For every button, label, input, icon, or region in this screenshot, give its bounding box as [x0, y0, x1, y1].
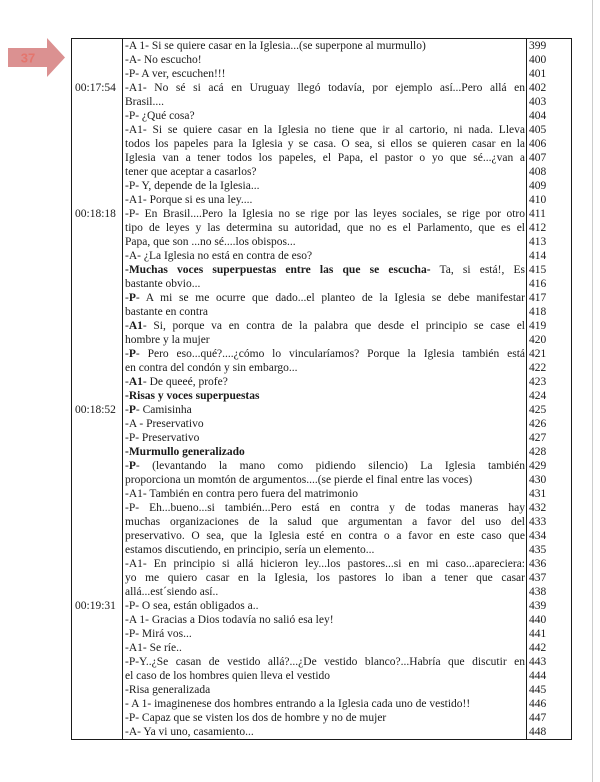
transcript-line [122, 207, 527, 221]
transcript-segment: -P- En Brasil....Pero la Iglesia no se rige por las leyes sociales, se rige por otro [125, 208, 525, 220]
transcript-row [72, 431, 571, 445]
timestamp-cell [72, 67, 122, 81]
transcript-line [122, 39, 527, 53]
transcript-line [122, 501, 527, 515]
transcript-line [122, 613, 527, 627]
timestamp-cell [72, 725, 122, 739]
transcript-line [122, 263, 527, 277]
transcript-line [122, 333, 527, 347]
line-number: 443 [529, 656, 547, 668]
transcript-segment: - A 1- imaginenese dos hombres entrando a la Iglesia cada uno de vestido!! [125, 698, 471, 710]
timestamp-cell [72, 641, 122, 655]
timestamp-cell [72, 151, 122, 165]
timestamp-cell [72, 697, 122, 711]
timestamp-cell [72, 221, 122, 235]
transcript-line [122, 291, 527, 305]
transcript-line [122, 221, 527, 235]
transcript-line [122, 445, 527, 459]
timestamp-cell [72, 445, 122, 459]
transcript-segment-bold: -Risas y voces superpuestas [125, 390, 260, 402]
timestamp-cell [72, 305, 122, 319]
line-number: 416 [529, 278, 547, 290]
transcript-segment: - [125, 292, 129, 304]
transcript-segment: Ta, si está!, Es [430, 264, 525, 276]
line-number: 411 [529, 208, 546, 220]
line-number: 415 [529, 264, 547, 276]
transcript-segment-bold: P [128, 404, 136, 416]
transcript-row [72, 165, 571, 179]
transcript-line [122, 235, 527, 249]
transcript-row [72, 123, 571, 137]
timestamp-cell [72, 39, 122, 53]
line-number: 434 [529, 530, 547, 542]
timestamp-cell [72, 235, 122, 249]
timestamp-cell [72, 375, 122, 389]
transcript-segment: estamos discutiendo, en principio, sería un elemento... [125, 544, 375, 556]
line-number: 414 [529, 250, 547, 262]
transcript-row [72, 95, 571, 109]
transcript-segment: todos los papeles para la Iglesia y se casa. O sea, si ellos se quieren casar en la [125, 138, 525, 150]
transcript-segment: -A1- No sé si acá en Uruguay llegó todavía, por ejemplo así...Pero allá en [125, 82, 525, 94]
line-number: 407 [529, 152, 547, 164]
timestamp-cell [72, 655, 122, 669]
transcript-row [72, 683, 571, 697]
transcript-row [72, 487, 571, 501]
timestamp-cell [72, 669, 122, 683]
transcript-row [72, 249, 571, 263]
transcript-segment: -A - Preservativo [125, 418, 204, 430]
line-number: 419 [529, 320, 547, 332]
transcript-row [72, 473, 571, 487]
line-number: 421 [529, 348, 547, 360]
transcript-line [122, 165, 527, 179]
page-edge-line [592, 0, 593, 782]
transcript-row [72, 305, 571, 319]
line-number: 433 [529, 516, 547, 528]
transcript-segment: -P- O sea, están obligados a.. [125, 600, 259, 612]
timestamp-cell [72, 249, 122, 263]
transcript-segment: yo me quiero casar en la Iglesia, los pastores lo iban a tener que casar [125, 572, 525, 584]
transcript-segment: - Pero eso...qué?....¿cómo lo vincularíamos? Porque la Iglesia también está [135, 348, 525, 360]
transcript-line [122, 151, 527, 165]
transcript-line [122, 95, 527, 109]
timestamp-cell [72, 557, 122, 571]
transcript-segment: - [125, 348, 129, 360]
transcript-row [72, 557, 571, 571]
line-number: 445 [529, 684, 547, 696]
transcript-row [72, 389, 571, 403]
line-number: 435 [529, 544, 547, 556]
line-number: 437 [529, 572, 547, 584]
line-number: 425 [529, 404, 547, 416]
transcript-line [122, 641, 527, 655]
timestamp-cell [72, 193, 122, 207]
line-number: 403 [529, 96, 547, 108]
transcript-row [72, 529, 571, 543]
comment-marker-arrow [8, 38, 65, 77]
transcript-row [72, 711, 571, 725]
transcript-row [72, 193, 571, 207]
timestamp-cell: 00:17:54 [75, 82, 116, 94]
line-number: 429 [529, 460, 547, 472]
transcript-line [122, 571, 527, 585]
transcript-line [122, 403, 527, 417]
transcript-segment: Brasil.... [125, 96, 164, 108]
transcript-line [122, 431, 527, 445]
transcript-segment: - Camisinha [135, 404, 192, 416]
line-number: 423 [529, 376, 547, 388]
comment-marker-number: 37 [20, 50, 36, 66]
transcript-segment: -A1- Porque si es una ley.... [125, 194, 253, 206]
timestamp-cell [72, 459, 122, 473]
transcript-line [122, 459, 527, 473]
line-number: 441 [529, 628, 547, 640]
transcript-row [72, 39, 571, 53]
transcript-segment: Papa, que son ...no sé....los obispos... [125, 236, 296, 248]
line-number: 432 [529, 502, 547, 514]
transcript-row [72, 207, 571, 221]
transcript-line [122, 669, 527, 683]
transcript-segment: -A- Ya vi uno, casamiento... [125, 726, 254, 738]
timestamp-cell [72, 165, 122, 179]
transcript-segment: Iglesia van a tener todos los papeles, el Papa, el pastor o yo que sé...¿van a [125, 152, 525, 164]
transcript-segment: -P- Mirá vos... [125, 628, 192, 640]
transcript-row [72, 543, 571, 557]
timestamp-cell [72, 123, 122, 137]
transcript-line [122, 557, 527, 571]
transcript-segment: -P- A ver, escuchen!!! [125, 68, 226, 80]
timestamp-cell [72, 417, 122, 431]
arrow-right-icon [8, 38, 65, 77]
transcript-line [122, 473, 527, 487]
transcript-line [122, 361, 527, 375]
transcript-segment: -P- Y, depende de la Iglesia... [125, 180, 260, 192]
line-number: 436 [529, 558, 547, 570]
transcript-segment-bold: P [128, 292, 136, 304]
timestamp-cell [72, 95, 122, 109]
line-number: 439 [529, 600, 547, 612]
transcript-line [122, 109, 527, 123]
line-number: 446 [529, 698, 547, 710]
transcript-row [72, 445, 571, 459]
line-number: 420 [529, 334, 547, 346]
line-number: 413 [529, 236, 547, 248]
transcript-row [72, 585, 571, 599]
transcript-row [72, 151, 571, 165]
transcript-segment: -P-Y..¿Se casan de vestido allá?...¿De vestido blanco?...Habría que discutir en [125, 656, 525, 668]
transcript-line [122, 193, 527, 207]
transcript-line [122, 683, 527, 697]
transcript-row [72, 655, 571, 669]
transcript-row [72, 277, 571, 291]
timestamp-cell [72, 291, 122, 305]
transcript-row [72, 137, 571, 151]
transcript-segment: -A 1- Gracias a Dios todavía no salió esa ley! [125, 614, 334, 626]
transcript-row [72, 291, 571, 305]
transcript-segment: -P- Preservativo [125, 432, 200, 444]
transcript-line [122, 529, 527, 543]
transcript-row [72, 53, 571, 67]
line-number: 401 [529, 68, 547, 80]
timestamp-cell [72, 277, 122, 291]
transcript-line [122, 53, 527, 67]
transcript-segment: - [125, 460, 129, 472]
transcript-segment: - [125, 320, 129, 332]
timestamp-cell [72, 627, 122, 641]
transcript-line [122, 515, 527, 529]
transcript-segment: hombre y la mujer [125, 334, 210, 346]
line-number: 400 [529, 54, 547, 66]
transcript-row [72, 417, 571, 431]
transcript-row [72, 613, 571, 627]
transcript-segment: - Si, porque va en contra de la palabra que desde el principio se case el [142, 320, 525, 332]
timestamp-cell [72, 501, 122, 515]
timestamp-cell [72, 263, 122, 277]
line-number: 447 [529, 712, 547, 724]
timestamp-cell [72, 333, 122, 347]
transcript-line [122, 347, 527, 361]
timestamp-cell [72, 431, 122, 445]
timestamp-cell [72, 571, 122, 585]
transcript-segment: - [125, 376, 129, 388]
transcript-segment: tipo de leyes y las determina su autoridad, que no es el Parlamento, que es el [125, 222, 525, 234]
transcript-segment: -Risa generalizada [125, 684, 211, 696]
transcript-line [122, 305, 527, 319]
transcript-line [122, 67, 527, 81]
transcript-line [122, 417, 527, 431]
transcript-row [72, 375, 571, 389]
transcript-segment: -A- ¿La Iglesia no está en contra de eso? [125, 250, 313, 262]
transcript-segment-bold: P [128, 460, 136, 472]
line-number: 418 [529, 306, 547, 318]
timestamp-cell: 00:18:52 [75, 404, 116, 416]
transcript-segment-bold: A1 [128, 376, 143, 388]
transcript-segment: muchas organizaciones de la salud que argumentan a favor del uso del [125, 516, 525, 528]
line-number: 426 [529, 418, 547, 430]
line-number: 424 [529, 390, 547, 402]
transcript-row [72, 221, 571, 235]
transcript-row [72, 81, 571, 95]
transcript-segment: -P- Eh...bueno...si también...Pero está en contra y de todas maneras hay [125, 502, 525, 514]
transcript-row [72, 179, 571, 193]
transcript-segment: - De queeé, profe? [142, 376, 228, 388]
timestamp-cell [72, 529, 122, 543]
line-number: 406 [529, 138, 547, 150]
line-number: 427 [529, 432, 547, 444]
line-number: 440 [529, 614, 547, 626]
line-number: 412 [529, 222, 547, 234]
transcript-row [72, 725, 571, 739]
transcript-segment-bold: -Muchas voces superpuestas entre las que se escucha- [125, 264, 431, 276]
transcript-line [122, 319, 527, 333]
line-number: 417 [529, 292, 547, 304]
transcript-line [122, 81, 527, 95]
transcript-line [122, 375, 527, 389]
transcript-segment: -A1- En principio si allá hicieron ley...los pastores...si en mi caso...apareciera: [125, 558, 525, 570]
transcript-segment-bold: A1 [128, 320, 143, 332]
transcript-segment-bold: -Murmullo generalizado [125, 446, 245, 458]
timestamp-cell [72, 53, 122, 67]
transcript-segment-bold: P [128, 348, 136, 360]
transcript-line [122, 277, 527, 291]
transcript-segment: -P- Capaz que se visten los dos de hombre y no de mujer [125, 712, 387, 724]
timestamp-cell [72, 711, 122, 725]
timestamp-cell [72, 389, 122, 403]
transcript-row [72, 697, 571, 711]
line-number: 399 [529, 40, 547, 52]
transcript-segment: -P- ¿Qué cosa? [125, 110, 195, 122]
line-number: 442 [529, 642, 547, 654]
transcript-line [122, 123, 527, 137]
transcript-line [122, 711, 527, 725]
transcript-row [72, 263, 571, 277]
line-number: 438 [529, 586, 547, 598]
transcript-row [72, 641, 571, 655]
transcript-segment: -A1- Se ríe.. [125, 642, 182, 654]
transcript-line [122, 389, 527, 403]
line-number: 422 [529, 362, 547, 374]
timestamp-cell [72, 137, 122, 151]
transcript-row [72, 571, 571, 585]
line-number: 408 [529, 166, 547, 178]
transcript-segment: -A- No escucho! [125, 54, 202, 66]
transcript-line [122, 137, 527, 151]
transcript-row [72, 501, 571, 515]
transcript-row [72, 515, 571, 529]
transcript-row [72, 333, 571, 347]
transcript-line [122, 599, 527, 613]
transcript-line [122, 655, 527, 669]
transcript-segment: - [125, 404, 129, 416]
transcript-line [122, 249, 527, 263]
transcript-segment: - (levantando la mano como pidiendo silencio) La Iglesia también [135, 460, 525, 472]
line-number: 402 [529, 82, 547, 94]
transcript-row [72, 361, 571, 375]
transcript-line [122, 697, 527, 711]
timestamp-cell [72, 179, 122, 193]
transcript-segment: en contra del condón y sin embargo... [125, 362, 298, 374]
line-number: 405 [529, 124, 547, 136]
transcript-line [122, 179, 527, 193]
transcript-row [72, 67, 571, 81]
transcript-row [72, 235, 571, 249]
timestamp-cell [72, 361, 122, 375]
transcript-row [72, 459, 571, 473]
timestamp-cell [72, 515, 122, 529]
line-number: 431 [529, 488, 547, 500]
line-number: 410 [529, 194, 547, 206]
timestamp-cell [72, 109, 122, 123]
transcript-segment: proporciona un momtón de argumentos....(se pierde el final entre las voces) [125, 474, 473, 486]
timestamp-cell [72, 487, 122, 501]
transcript-segment: tener que aceptar a casarlos? [125, 166, 257, 178]
transcript-line [122, 543, 527, 557]
line-number: 409 [529, 180, 547, 192]
transcript-segment: -A 1- Si se quiere casar en la Iglesia...(se superpone al murmullo) [125, 40, 426, 52]
transcript-segment: -A1- También en contra pero fuera del matrimonio [125, 488, 359, 500]
transcript-row [72, 403, 571, 417]
timestamp-cell: 00:19:31 [75, 600, 116, 612]
timestamp-cell [72, 473, 122, 487]
transcript-row [72, 627, 571, 641]
transcript-segment: -A1- Si se quiere casar en la Iglesia no tiene que ir al cartorio, ni nada. Lleva [125, 124, 525, 136]
transcript-segment: preservativo. O sea, que la Iglesia esté en contra o a favor en este caso que [125, 530, 525, 542]
line-number: 428 [529, 446, 547, 458]
line-number: 448 [529, 726, 547, 738]
transcript-row [72, 109, 571, 123]
timestamp-cell [72, 543, 122, 557]
line-number: 404 [529, 110, 547, 122]
transcript-segment: el caso de los hombres quien lleva el vestido [125, 670, 331, 682]
timestamp-cell [72, 613, 122, 627]
transcript-row [72, 669, 571, 683]
line-number: 430 [529, 474, 547, 486]
timestamp-cell: 00:18:18 [75, 208, 116, 220]
timestamp-cell [72, 319, 122, 333]
transcript-segment: bastante en contra [125, 306, 209, 318]
transcript-row [72, 599, 571, 613]
transcript-line [122, 585, 527, 599]
transcript-table [71, 38, 572, 740]
timestamp-cell [72, 347, 122, 361]
transcript-line [122, 627, 527, 641]
transcript-segment: allá...est´siendo así.. [125, 586, 219, 598]
transcript-segment: - A mi se me ocurre que dado...el planteo de la Iglesia se debe manifestar [135, 292, 525, 304]
transcript-segment: bastante obvio... [125, 278, 201, 290]
timestamp-cell [72, 585, 122, 599]
transcript-line [122, 725, 527, 739]
transcript-line [122, 487, 527, 501]
transcript-row [72, 347, 571, 361]
transcript-row [72, 319, 571, 333]
timestamp-cell [72, 683, 122, 697]
line-number: 444 [529, 670, 547, 682]
